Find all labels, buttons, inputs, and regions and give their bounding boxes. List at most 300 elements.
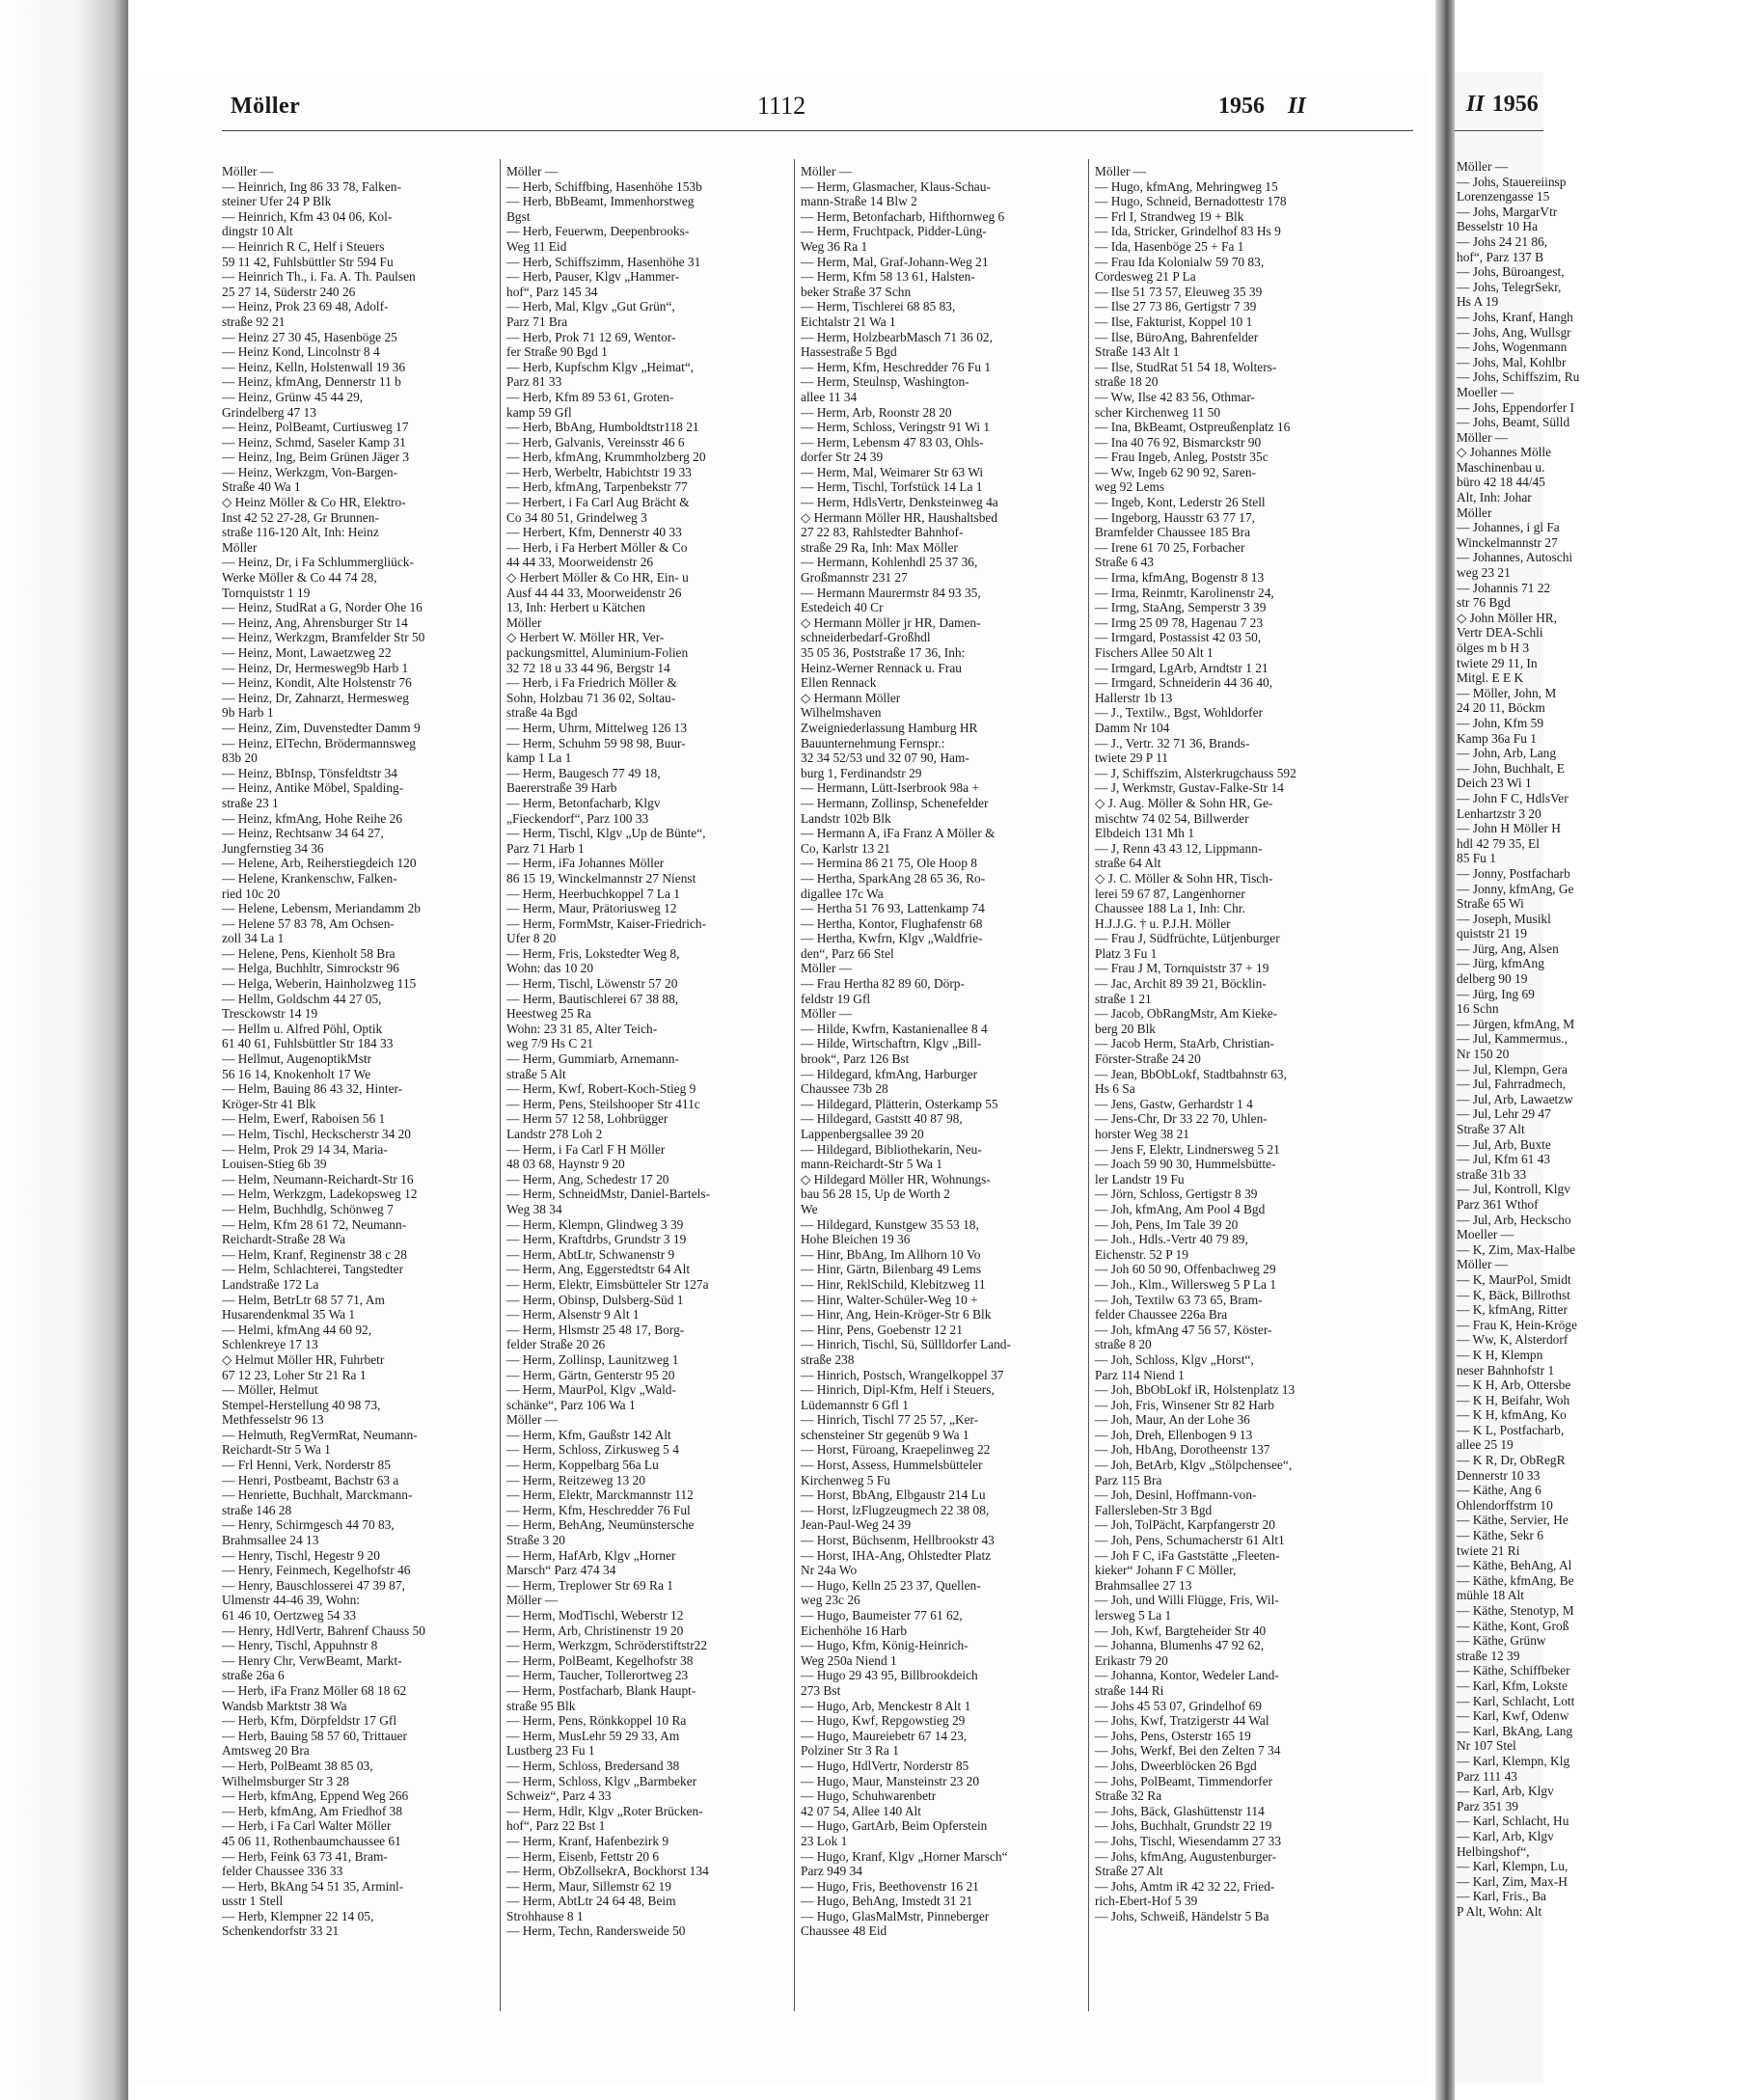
directory-entry-line: 27 22 83, Rahlstedter Bahnhof- (801, 525, 964, 540)
directory-entry-line: — Herm, PolBeamt, Kegelhofstr 38 (506, 1652, 694, 1668)
facing-header-part: II (1466, 92, 1485, 117)
facing-entry-line: — Karl, Schlacht, Lott (1457, 1693, 1575, 1708)
directory-entry-line: — Herm, Lebensm 47 83 03, Ohls- (801, 434, 984, 450)
directory-entry-line: — Irma, kfmAng, Bogenstr 8 13 (1095, 570, 1265, 586)
directory-entry-line: — Herm, AbtLtr, Schwanenstr 9 (506, 1246, 675, 1262)
facing-entry-line: — Karl, BkAng, Lang (1457, 1723, 1573, 1738)
directory-entry-line: — Herm, Postfacharb, Blank Haupt- (506, 1682, 696, 1698)
directory-entry-line: — Helm, Neumann-Reichardt-Str 16 (222, 1171, 414, 1186)
directory-entry-line: — Irmgard, LgArb, Arndtstr 1 21 (1095, 660, 1269, 675)
facing-entry-line: Lorenzengasse 15 (1457, 189, 1550, 205)
directory-entry-line: — Irmgard, Postassist 42 03 50, (1095, 630, 1262, 645)
facing-entry-line: — K H, Arb, Ottersbe (1457, 1377, 1571, 1393)
directory-entry-line: — Herbert, i Fa Carl Aug Brächt & (506, 495, 690, 510)
facing-entry-line: — K R, Dr, ObRegR (1457, 1453, 1566, 1468)
directory-entry-line: Hassestraße 5 Bgd (801, 344, 897, 360)
directory-entry-line: ◇ J. C. Möller & Sohn HR, Tisch- (1095, 870, 1273, 886)
directory-entry-line: lersweg 5 La 1 (1095, 1608, 1172, 1623)
facing-entry-line: — Jul, Klempn, Gera (1457, 1061, 1568, 1077)
directory-entry-line: ◇ Hermann Möller HR, Haushaltsbed (801, 509, 998, 525)
facing-entry-line: — Johs, Stauereiinsp (1457, 174, 1567, 189)
facing-entry-line: Möller — (1457, 159, 1509, 174)
directory-entry-line: 9b Harb 1 (222, 705, 274, 721)
directory-entry-line: — Henry, Tischl, Appuhnstr 8 (222, 1638, 378, 1653)
facing-entry-line: Vertr DEA-Schli (1457, 625, 1543, 641)
directory-entry-line: scher Kirchenweg 11 50 (1095, 404, 1221, 420)
directory-entry-line: — Henry, Feinmech, Kegelhofstr 46 (222, 1563, 411, 1578)
directory-entry-line: Ausf 44 44 33, Moorweidenstr 26 (506, 585, 682, 600)
directory-entry-line: Marsch“ Parz 474 34 (506, 1563, 616, 1578)
directory-entry-line: straße 146 28 (222, 1502, 292, 1517)
directory-entry-line: ◇ Heinz Möller & Co HR, Elektro- (222, 495, 406, 510)
directory-entry-line: — Johanna, Blumenhs 47 92 62, (1095, 1638, 1265, 1653)
directory-entry-line: — Irmg 25 09 78, Hagenau 7 23 (1095, 614, 1264, 630)
directory-entry-line: Strohhause 8 1 (506, 1908, 584, 1923)
directory-entry-line: — Henry, Tischl, Hegestr 9 20 (222, 1547, 380, 1563)
directory-entry-line: — Joh, HbAng, Dorotheenstr 137 (1095, 1442, 1270, 1458)
directory-entry-line: — Heinz, Schmd, Saseler Kamp 31 (222, 434, 406, 450)
directory-entry-line: 45 06 11, Rothenbaumchaussee 61 (222, 1833, 401, 1848)
directory-entry-line: — Ww, Ingeb 62 90 92, Saren- (1095, 464, 1256, 479)
directory-entry-line: — Heinz, BbInsp, Tönsfeldtstr 34 (222, 765, 397, 780)
directory-entry-line: ◇ Hildegard Möller HR, Wohnungs- (801, 1171, 991, 1186)
header-part: II (1288, 94, 1306, 119)
directory-entry-line: — Ilse, BüroAng, Bahrenfelder (1095, 329, 1259, 344)
directory-entry-line: — Herm, iFa Johannes Möller (506, 856, 665, 871)
directory-entry-line: lerei 59 67 87, Langenhorner (1095, 886, 1245, 901)
directory-entry-line: — Herm, Ang, Eggerstedtstr 64 Alt (506, 1262, 691, 1277)
directory-entry-line: Straße 40 Wa 1 (222, 479, 301, 495)
directory-entry-line: ◇ Herbert W. Möller HR, Ver- (506, 630, 665, 645)
directory-entry-line: — Joh, Pens, Schumacherstr 61 Alt1 (1095, 1533, 1285, 1548)
directory-entry-line: — Helm, Bauing 86 43 32, Hinter- (222, 1081, 403, 1097)
directory-entry-line: — Frau Hertha 82 89 60, Dörp- (801, 976, 965, 992)
header-year: 1956 (1218, 94, 1265, 119)
directory-entry-line: — Ingeborg, Hausstr 63 77 17, (1095, 509, 1256, 525)
directory-entry-line: — Hugo, BehAng, Imstedt 31 21 (801, 1894, 973, 1909)
facing-entry-line: — Käthe, kfmAng, Be (1457, 1572, 1574, 1588)
facing-entry-line: hdl 42 79 35, El (1457, 835, 1540, 851)
directory-entry-line: Hohe Bleichen 19 36 (801, 1232, 911, 1247)
facing-entry-line: — Jürgen, kfmAng, M (1457, 1016, 1575, 1031)
facing-entry-line: — Johannes, Autoschi (1457, 550, 1573, 565)
directory-entry-line: — Herb, Feuerwm, Deepenbrooks- (506, 224, 690, 239)
directory-entry-line: — Herm, Heerbuchkoppel 7 La 1 (506, 886, 680, 901)
directory-entry-line: Grindelberg 47 13 (222, 404, 316, 420)
directory-entry-line: — Hildegard, Plätterin, Osterkamp 55 (801, 1096, 998, 1111)
facing-entry-line: — Karl, Klempn, Klg (1457, 1753, 1570, 1768)
directory-entry-line: — Heinz, Grünw 45 44 29, (222, 389, 364, 404)
directory-entry-line: — Irmgard, Schneiderin 44 36 40, (1095, 675, 1273, 691)
directory-entry-line: — Henry, Bauschlosserei 47 39 87, (222, 1577, 405, 1593)
directory-entry-line: Schweiz“, Parz 4 33 (506, 1788, 612, 1804)
directory-entry-line: — Hugo, Kranf, Klgv „Horner Marsch“ (801, 1848, 1008, 1864)
directory-entry-line: — Herm, Tischl, Klgv „Up de Bünte“, (506, 826, 706, 841)
facing-entry-line: — Jürg, Ang, Alsen (1457, 941, 1559, 956)
directory-entry-line: — Jac, Archit 89 39 21, Böcklin- (1095, 976, 1267, 992)
directory-entry-line: — Johs, Buchhalt, Grundstr 22 19 (1095, 1818, 1272, 1834)
directory-entry-line: — Ilse 27 73 86, Gertigstr 7 39 (1095, 299, 1257, 314)
directory-entry-line: Polziner Str 3 Ra 1 (801, 1743, 899, 1759)
directory-entry-line: straße 95 Blk (506, 1698, 576, 1713)
directory-entry-line: Elbdeich 131 Mh 1 (1095, 826, 1195, 841)
directory-entry-line: Heinz-Werner Rennack u. Frau (801, 660, 962, 675)
directory-entry-line: — Frau J, Südfrüchte, Lütjenburger (1095, 931, 1280, 946)
directory-entry-line: — Hellm u. Alfred Pöhl, Optik (222, 1021, 383, 1036)
directory-entry-line: Stempel-Herstellung 40 98 73, (222, 1397, 381, 1412)
column-separator (794, 159, 795, 2011)
directory-entry-line: — Herm, Treplower Str 69 Ra 1 (506, 1577, 673, 1593)
directory-entry-line: — Hermann, Zollinsp, Schenefelder (801, 795, 989, 810)
directory-entry-line: Wilhelmsburger Str 3 28 (222, 1773, 349, 1788)
directory-entry-line: — Herb, Schiffszimm, Hasenhöhe 31 (506, 254, 701, 269)
directory-entry-line: — Hugo, Maur, Mansteinstr 23 20 (801, 1773, 980, 1788)
facing-entry-line: — Jürg, Ing 69 (1457, 986, 1535, 1001)
facing-entry-line: — Johs, TelegrSekr, (1457, 279, 1562, 294)
directory-entry-line: brook“, Parz 126 Bst (801, 1051, 910, 1067)
column-4 (1095, 164, 1370, 1923)
directory-entry-line: 42 07 54, Allee 140 Alt (801, 1803, 921, 1818)
directory-entry-line: straße 144 Ri (1095, 1682, 1164, 1698)
facing-entry-line: — Käthe, BehAng, Al (1457, 1558, 1572, 1573)
facing-entry-line: — Johs 24 21 86, (1457, 233, 1548, 249)
directory-entry-line: — Joh, Pens, Im Tale 39 20 (1095, 1216, 1239, 1232)
facing-entry-line: — Johs, Schiffszim, Ru (1457, 369, 1580, 385)
directory-entry-line: weg 92 Lems (1095, 479, 1165, 495)
directory-entry-line: — Herm, Fruchtpack, Pidder-Lüng- (801, 224, 987, 239)
facing-entry-line: — Johs, MargarVtr (1457, 204, 1558, 219)
directory-entry-line: ◇ J. Aug. Möller & Sohn HR, Ge- (1095, 795, 1273, 810)
directory-entry-line: — J., Vertr. 32 71 36, Brands- (1095, 735, 1250, 750)
facing-page-column (1457, 159, 1746, 1919)
facing-entry-line: — Johs, Büroangest, (1457, 264, 1565, 280)
directory-entry-line: — Joh, Fris, Winsener Str 82 Harb (1095, 1397, 1274, 1412)
directory-entry-line: hof“, Parz 145 34 (506, 284, 598, 299)
directory-entry-line: Reichardt-Straße 28 Wa (222, 1232, 346, 1247)
facing-entry-line: Parz 111 43 (1457, 1768, 1517, 1784)
column-separator (500, 159, 501, 2011)
directory-entry-line: ◇ Hermann Möller (801, 690, 901, 705)
directory-entry-line: — Hertha, Kwfrn, Klgv „Waldfrie- (801, 931, 983, 946)
directory-entry-line: — Ilse 51 73 57, Eleuweg 35 39 (1095, 284, 1263, 299)
facing-entry-line: — Karl, Fris., Ba (1457, 1889, 1546, 1904)
directory-entry-line: Straße 32 Ra (1095, 1788, 1162, 1804)
directory-entry-line: — Herb, PolBeamt 38 85 03, (222, 1758, 373, 1773)
facing-entry-line: — Käthe, Ang 6 (1457, 1483, 1541, 1498)
directory-entry-line: — Herm, Schloss, Klgv „Barmbeker (506, 1773, 697, 1788)
directory-entry-line: Parz 81 33 (506, 374, 562, 390)
facing-entry-line: Maschinenbau u. (1457, 459, 1545, 475)
directory-entry-line: Baererstraße 39 Harb (506, 780, 617, 796)
directory-entry-line: schensteiner Str gegenüb 9 Wa 1 (801, 1427, 969, 1442)
directory-entry-line: Möller — (506, 164, 559, 178)
directory-entry-line: dorfer Str 24 39 (801, 450, 884, 465)
directory-entry-line: — Ilse, StudRat 51 54 18, Wolters- (1095, 359, 1277, 374)
directory-entry-line: Weg 11 Eid (506, 238, 567, 254)
directory-entry-line: — Hermann A, iFa Franz A Möller & (801, 826, 996, 841)
directory-entry-line: Parz 114 Niend 1 (1095, 1367, 1185, 1382)
directory-entry-line: Landstraße 172 La (222, 1276, 319, 1292)
directory-entry-line: — Herm, Bautischlerei 67 38 88, (506, 991, 679, 1006)
directory-entry-line: hof“, Parz 22 Bst 1 (506, 1818, 606, 1834)
directory-entry-line: Weg 38 34 (506, 1201, 562, 1216)
directory-entry-line: — Ina 40 76 92, Bismarckstr 90 (1095, 434, 1262, 450)
directory-entry-line: — Herm, HafArb, Klgv „Horner (506, 1547, 676, 1563)
facing-entry-line: — Jul, Lehr 29 47 (1457, 1106, 1551, 1122)
directory-entry-line: usstr 1 Stell (222, 1894, 284, 1909)
directory-entry-line: straße 4a Bgd (506, 705, 578, 721)
directory-entry-line: Weg 36 Ra 1 (801, 238, 868, 254)
book-spine (1435, 0, 1455, 2100)
directory-entry-line: — Henry, HdlVertr, Bahrenf Chauss 50 (222, 1623, 425, 1638)
facing-entry-line: — Johs, Beamt, Sülld (1457, 415, 1570, 430)
directory-entry-line: — Johs, Bäck, Glashüttenstr 114 (1095, 1803, 1265, 1818)
directory-entry-line: Brahmsallee 24 13 (222, 1533, 319, 1548)
directory-entry-line: — Helga, Weberin, Hainholzweg 115 (222, 976, 417, 992)
directory-entry-line: — Herb, Kfm 89 53 61, Groten- (506, 389, 674, 404)
directory-entry-line: — Herm, Mal, Graf-Johann-Weg 21 (801, 254, 989, 269)
directory-entry-line: — Hugo, Schuhwarenbetr (801, 1788, 937, 1804)
directory-entry-line: — Helm, Kfm 28 61 72, Neumann- (222, 1216, 407, 1232)
directory-entry-line: kieker“ Johann F C Möller, (1095, 1563, 1237, 1578)
directory-entry-line: — Joh 60 50 90, Offenbachweg 29 (1095, 1262, 1276, 1277)
directory-entry-line: Wilhelmshaven (801, 705, 882, 721)
directory-entry-line: kamp 59 Gfl (506, 404, 572, 420)
directory-entry-line: — Heinz, kfmAng, Hohe Reihe 26 (222, 810, 403, 826)
directory-entry-line: Parz 949 34 (801, 1864, 862, 1879)
directory-entry-line: — Horst, Füroang, Kraepelinweg 22 (801, 1442, 991, 1458)
directory-entry-line: weg 23c 26 (801, 1593, 860, 1608)
directory-entry-line: — Herm, Eisenb, Fettstr 20 6 (506, 1848, 660, 1864)
directory-entry-line: kamp 1 La 1 (506, 750, 572, 766)
directory-entry-line: — Hermann, Kohlenhdl 25 37 36, (801, 555, 978, 570)
directory-entry-line: — Herb, BkAng 54 51 35, Arminl- (222, 1878, 404, 1894)
facing-entry-line: — K H, Klempn (1457, 1347, 1543, 1362)
directory-entry-line: mann-Straße 14 Blw 2 (801, 194, 917, 209)
directory-entry-line: Tornquiststr 1 19 (222, 585, 311, 600)
facing-entry-line: — K, kfmAng, Ritter (1457, 1302, 1568, 1318)
facing-entry-line: P Alt, Wohn: Alt (1457, 1903, 1542, 1919)
directory-entry-line: — Irene 61 70 25, Forbacher (1095, 539, 1245, 555)
directory-entry-line: — Helene, Arb, Reiherstiegdeich 120 (222, 856, 417, 871)
directory-entry-line: — Johs, PolBeamt, Timmendorfer (1095, 1773, 1273, 1788)
directory-entry-line: Amtsweg 20 Bra (222, 1743, 310, 1759)
facing-entry-line: — Joseph, Musikl (1457, 911, 1551, 926)
directory-entry-line: felder Chaussee 336 33 (222, 1864, 343, 1879)
directory-entry-line: zoll 34 La 1 (222, 931, 285, 946)
facing-entry-line: Möller — (1457, 429, 1509, 445)
directory-entry-line: — Joh, Dreh, Ellenbogen 9 13 (1095, 1427, 1253, 1442)
directory-entry-line: — J, Renn 43 43 12, Lippmann- (1095, 840, 1263, 856)
directory-entry-line: — Jens F, Elektr, Lindnersweg 5 21 (1095, 1141, 1280, 1157)
directory-entry-line: — Helene, Lebensm, Meriandamm 2b (222, 901, 422, 916)
directory-entry-line: — Herm, AbtLtr 24 64 48, Beim (506, 1894, 676, 1909)
directory-entry-line: Möller (222, 539, 258, 555)
directory-entry-line: Werke Möller & Co 44 74 28, (222, 570, 377, 586)
facing-entry-line: quiststr 21 19 (1457, 926, 1527, 941)
directory-entry-line: straße 238 (801, 1351, 855, 1367)
directory-entry-line: Lustberg 23 Fu 1 (506, 1743, 595, 1759)
directory-entry-line: — Joh, Desinl, Hoffmann-von- (1095, 1487, 1257, 1503)
directory-entry-line: — Helm, Kranf, Reginenstr 38 c 28 (222, 1246, 407, 1262)
directory-entry-line: — Joh, TolPächt, Karpfangerstr 20 (1095, 1517, 1275, 1533)
directory-entry-line: mischtw 74 02 54, Billwerder (1095, 810, 1249, 826)
facing-header-year: 1956 (1491, 92, 1539, 117)
facing-entry-line: — Johs, Ang, Wullsgr (1457, 324, 1571, 340)
directory-entry-line: „Fieckendorf“, Parz 100 33 (506, 810, 649, 826)
directory-entry-line: — Herm, Maur, Sillemstr 62 19 (506, 1878, 671, 1894)
facing-entry-line: ◇ Johannes Mölle (1457, 445, 1552, 460)
facing-entry-line: — Johs, Wogenmann (1457, 340, 1568, 355)
directory-entry-line: straße 1 21 (1095, 991, 1152, 1006)
directory-entry-line: straße 92 21 (222, 314, 286, 329)
directory-entry-line: — Helm, Buchhdlg, Schönweg 7 (222, 1201, 394, 1216)
directory-entry-line: — Heinrich, Kfm 43 04 06, Kol- (222, 208, 393, 224)
facing-entry-line: Möller — (1457, 1257, 1509, 1272)
directory-entry-line: — Herm, Elektr, Marckmannstr 112 (506, 1487, 694, 1503)
directory-entry-line: — Horst, Assess, Hummelsbütteler (801, 1458, 983, 1473)
directory-entry-line: — Heinz, PolBeamt, Curtiusweg 17 (222, 420, 409, 435)
directory-entry-line: Cordesweg 21 P La (1095, 269, 1196, 285)
directory-entry-line: — Herm, Mal, Weimarer Str 63 Wi (801, 464, 984, 479)
directory-entry-line: 61 46 10, Oertzweg 54 33 (222, 1608, 357, 1623)
directory-entry-line: Reichardt-Str 5 Wa 1 (222, 1442, 331, 1458)
directory-entry-line: — Herm 57 12 58, Lohbrügger (506, 1111, 668, 1127)
facing-entry-line: Dennerstr 10 33 (1457, 1467, 1541, 1483)
directory-entry-line: — Herm, Kfm, Gaußstr 142 Alt (506, 1427, 671, 1442)
directory-entry-line: — Herm, Hdlr, Klgv „Roter Brücken- (506, 1803, 703, 1818)
directory-entry-line: — Herm, Gärtn, Genterstr 95 20 (506, 1367, 675, 1382)
directory-entry-line: — Herm, Arb, Christinenstr 19 20 (506, 1623, 684, 1638)
directory-entry-line: twiete 29 P 11 (1095, 750, 1168, 766)
directory-entry-line: — Heinz, Zim, Duvenstedter Damm 9 (222, 720, 421, 735)
directory-entry-line: — Herm, MusLehr 59 29 33, Am (506, 1728, 680, 1743)
directory-entry-line: — Herm, Kfm 58 13 61, Halsten- (801, 269, 975, 285)
directory-entry-line: dingstr 10 Alt (222, 224, 293, 239)
directory-entry-line: — Herm, Betonfacharb, Hifthornweg 6 (801, 208, 1005, 224)
column-2 (506, 164, 781, 1939)
facing-entry-line: Nr 150 20 (1457, 1047, 1510, 1062)
facing-entry-line: — Johs, Eppendorfer I (1457, 399, 1574, 415)
directory-entry-line: — J., Textilw., Bgst, Wohldorfer (1095, 705, 1264, 721)
directory-entry-line: Großmannstr 231 27 (801, 570, 908, 586)
directory-entry-line: — Hinr, Gärtn, Bilenbarg 49 Lems (801, 1262, 982, 1277)
directory-entry-line: Lappenbergsallee 39 20 (801, 1127, 924, 1141)
directory-entry-line: Fischers Allee 50 Alt 1 (1095, 645, 1214, 660)
facing-page-partial (1455, 72, 1580, 2084)
facing-entry-line: — Jul, Fahrradmech, (1457, 1077, 1567, 1092)
directory-entry-line: — Herb, Kupfschm Klgv „Heimat“, (506, 359, 695, 374)
directory-entry-line: — Hugo 29 43 95, Billbrookdeich (801, 1668, 978, 1683)
directory-entry-line: — Irmg, StaAng, Semperstr 3 39 (1095, 600, 1267, 615)
directory-entry-line: Lüdemannstr 6 Gfl 1 (801, 1397, 909, 1412)
directory-entry-line: H.J.J.G. † u. P.J.H. Möller (1095, 915, 1231, 931)
directory-entry-line: — Johs, Dweerblöcken 26 Bgd (1095, 1758, 1257, 1773)
directory-entry-line: — Hugo, kfmAng, Mehringweg 15 (1095, 178, 1278, 194)
directory-entry-line: — Hinrich, Tischl 77 25 57, „Ker- (801, 1412, 979, 1428)
directory-entry-line: — Ida, Hasenböge 25 + Fa 1 (1095, 238, 1244, 254)
directory-entry-line: Weg 250a Niend 1 (801, 1652, 897, 1668)
directory-entry-line: Förster-Straße 24 20 (1095, 1051, 1201, 1067)
directory-entry-line: 23 Lok 1 (801, 1833, 848, 1848)
directory-entry-line: — Heinz, Dr, Hermesweg9b Harb 1 (222, 660, 409, 675)
directory-entry-line: — Herb, kfmAng, Tarpenbekstr 77 (506, 479, 688, 495)
directory-entry-line: Eichtalstr 21 Wa 1 (801, 314, 896, 329)
directory-entry-line: Möller — (801, 1006, 853, 1022)
directory-entry-line: — Hermann Maurermstr 84 93 35, (801, 585, 981, 600)
directory-entry-line: — Herm, HdlsVertr, Denksteinweg 4a (801, 495, 998, 510)
directory-entry-line: — Hugo, Fris, Beethovenstr 16 21 (801, 1878, 979, 1894)
facing-entry-line: Kamp 36a Fu 1 (1457, 730, 1537, 746)
directory-entry-line: — Hildegard, Gaststt 40 87 98, (801, 1111, 963, 1127)
directory-entry-line: Bramfelder Chaussee 185 Bra (1095, 525, 1251, 540)
directory-entry-line: — Henriette, Buchhalt, Marckmann- (222, 1487, 413, 1503)
directory-entry-line: straße 8 20 (1095, 1337, 1152, 1352)
facing-entry-line: — K L, Postfacharb, (1457, 1422, 1565, 1437)
directory-entry-line: — Hertha 51 76 93, Lattenkamp 74 (801, 901, 985, 916)
directory-entry-line: — Herm, Gummiarb, Arnemann- (506, 1051, 679, 1067)
directory-entry-line: — Hugo, GlasMalMstr, Pinneberger (801, 1908, 990, 1923)
facing-entry-line: — Karl, Arb, Klgv (1457, 1784, 1554, 1799)
facing-entry-line: Deich 23 Wi 1 (1457, 776, 1532, 791)
directory-entry-line: Heestweg 25 Ra (506, 1006, 591, 1022)
directory-entry-line: rich-Ebert-Hof 5 39 (1095, 1894, 1198, 1909)
facing-entry-line: — Jul, Kontroll, Klgv (1457, 1182, 1570, 1197)
directory-entry-line: straße 26a 6 (222, 1668, 285, 1683)
directory-entry-line: straße 116-120 Alt, Inh: Heinz (222, 525, 379, 540)
directory-entry-line: — Herm, Pens, Rönkkoppel 10 Ra (506, 1713, 687, 1729)
facing-entry-line: — Käthe, Grünw (1457, 1633, 1546, 1649)
directory-entry-line: Inst 42 52 27-28, Gr Brunnen- (222, 509, 379, 525)
directory-entry-line: Ufer 8 20 (506, 931, 557, 946)
facing-entry-line: — Johs, Kranf, Hangh (1457, 309, 1573, 324)
directory-entry-line: — Joh, BbObLokf iR, Holstenplatz 13 (1095, 1382, 1296, 1398)
directory-entry-line: Ulmenstr 44-46 39, Wohn: (222, 1593, 360, 1608)
directory-entry-line: fer Straße 90 Bgd 1 (506, 344, 608, 360)
directory-entry-line: — Jens-Chr, Dr 33 22 70, Uhlen- (1095, 1111, 1268, 1127)
directory-entry-line: 32 72 18 u 33 44 96, Bergstr 14 (506, 660, 670, 675)
directory-entry-line: packungsmittel, Aluminium-Folien (506, 645, 689, 660)
directory-entry-line: Möller — (1095, 164, 1147, 178)
directory-entry-line: — Johs, Schweiß, Händelstr 5 Ba (1095, 1908, 1269, 1923)
book-gutter-left (0, 0, 128, 2100)
directory-entry-line: 86 15 19, Winckelmannstr 27 Nienst (506, 870, 696, 886)
directory-entry-line: — Frl Henni, Verk, Norderstr 85 (222, 1458, 391, 1473)
directory-entry-line: — Herb, Prok 71 12 69, Wentor- (506, 329, 676, 344)
facing-entry-line: — Käthe, Stenotyp, M (1457, 1603, 1574, 1618)
directory-entry-line: — Joh, Textilw 63 73 65, Bram- (1095, 1292, 1263, 1307)
directory-entry-line: — Herm, Schloss, Bredersand 38 (506, 1758, 680, 1773)
directory-entry-line: — Hugo, HdlVertr, Norderstr 85 (801, 1758, 969, 1773)
directory-entry-line: — Joh, kfmAng 47 56 57, Köster- (1095, 1322, 1272, 1337)
directory-entry-line: — Helene, Pens, Kienholt 58 Bra (222, 945, 396, 961)
directory-entry-line: — Hermina 86 21 75, Ole Hoop 8 (801, 856, 977, 871)
directory-entry-line: — Herm, HolzbearbMasch 71 36 02, (801, 329, 993, 344)
facing-entry-line: büro 42 18 44/45 (1457, 475, 1545, 490)
directory-entry-line: — Joh, Maur, An der Lohe 36 (1095, 1412, 1250, 1428)
directory-entry-line: — Johs, kfmAng, Augustenburger- (1095, 1848, 1277, 1864)
directory-entry-line: — Herm, Taucher, Tollerortweg 23 (506, 1668, 689, 1683)
directory-entry-line: ◇ Herbert Möller & Co HR, Ein- u (506, 570, 689, 586)
directory-entry-line: — Johs, Tischl, Wiesendamm 27 33 (1095, 1833, 1282, 1848)
page-header (130, 90, 1428, 128)
directory-entry-line: — Hinrich, Dipl-Kfm, Helf i Steuers, (801, 1382, 995, 1398)
directory-entry-line: — Herm, Kraftdrbs, Grundstr 3 19 (506, 1232, 687, 1247)
directory-entry-line: mann-Reichardt-Str 5 Wa 1 (801, 1157, 943, 1172)
directory-entry-line: — Horst, BbAng, Elbgaustr 214 Lu (801, 1487, 986, 1503)
directory-entry-line: — Hinr, BbAng, Im Allhorn 10 Vo (801, 1246, 981, 1262)
directory-entry-line: Damm Nr 104 (1095, 720, 1170, 735)
